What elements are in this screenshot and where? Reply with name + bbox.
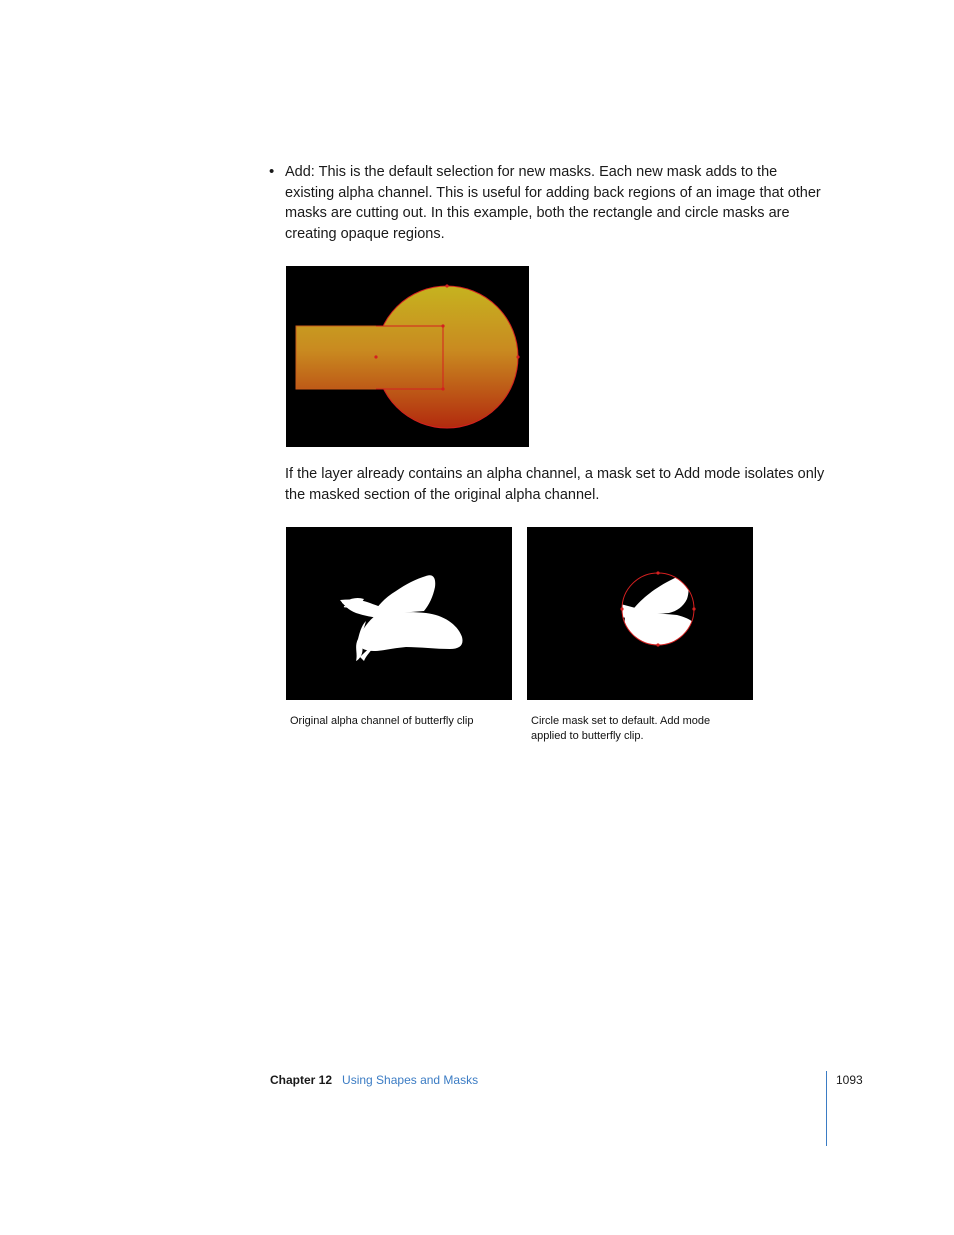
add-mode-mask-figure <box>286 266 529 447</box>
masked-butterfly-illustration <box>527 527 753 700</box>
rectangle-mask-shape <box>296 326 443 389</box>
caption-circle-mask: Circle mask set to default. Add mode applied to butterfly clip. <box>531 715 711 742</box>
butterfly-alpha-figure <box>286 527 512 700</box>
rectangle-circle-mask-illustration <box>286 266 529 447</box>
bullet-description: This is the default selection for new masks. Each new mask adds to the existing alpha channel. This is useful for adding back regions of an image that other masks are cutting out. In this example, both the rectangle and circle masks are creating opaque regions. <box>285 164 821 242</box>
page-number: 1093 <box>836 1073 863 1087</box>
body-paragraph: If the layer already contains an alpha channel, a mask set to Add mode isolates only the masked section of the original alpha channel. <box>285 466 825 503</box>
bullet-marker: • <box>269 163 275 180</box>
bullet-body <box>285 162 829 244</box>
butterfly-silhouette <box>286 527 512 700</box>
circle-mask-butterfly-figure <box>527 527 753 700</box>
chapter-title-link[interactable]: Using Shapes and Masks <box>342 1073 479 1087</box>
bullet-term: Add: <box>285 164 315 180</box>
bullet-item-add <box>269 162 829 244</box>
footer-divider <box>826 1071 827 1146</box>
footer-chapter <box>270 1073 478 1087</box>
caption-original-alpha: Original alpha channel of butterfly clip <box>290 715 474 727</box>
chapter-label: Chapter 12 <box>270 1073 333 1087</box>
